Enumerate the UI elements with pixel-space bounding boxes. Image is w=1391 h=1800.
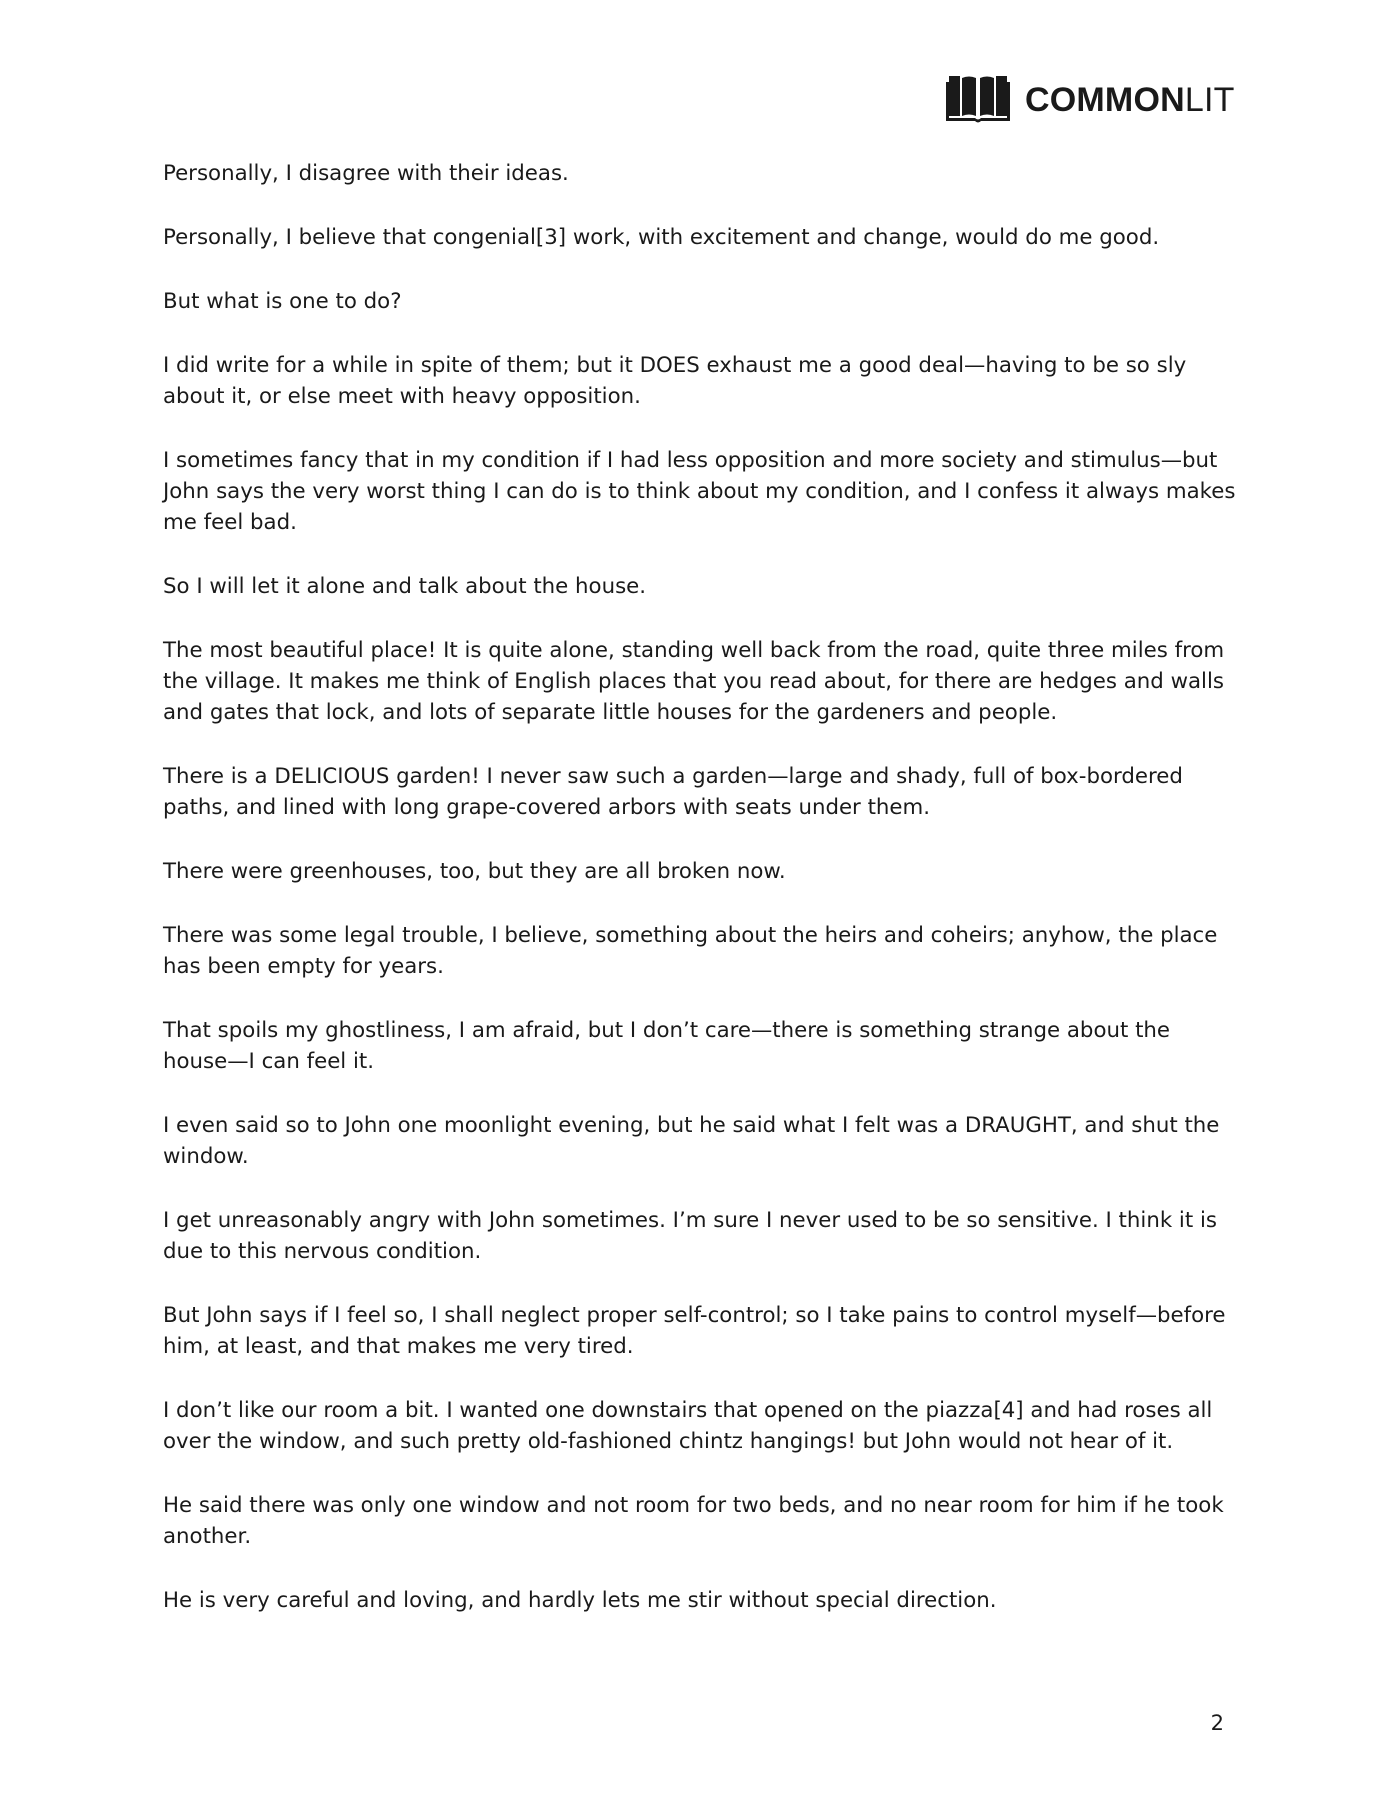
paragraph: But what is one to do? [163,289,402,314]
paragraph: That spoils my ghostliness, I am afraid, but I don’t care—there is something strange about the house—I can feel it. [163,1018,1171,1074]
paragraph: There was some legal trouble, I believe, something about the heirs and coheirs; anyhow, the place has been empty for years. [163,923,1218,979]
paragraph: So I will let it alone and talk about the house. [163,574,647,599]
open-book-icon [945,74,1011,126]
paragraph: But John says if I feel so, I shall neglect proper self-control; so I take pains to control myself—before him, at least, and that makes me very tired. [163,1303,1226,1359]
paragraph: I don’t like our room a bit. I wanted one downstairs that opened on the piazza[4] and had roses all over the window, and such pretty old-fashioned chintz hangings! but John would not hear of it. [163,1398,1213,1454]
paragraph: I even said so to John one moonlight evening, but he said what I felt was a DRAUGHT, and shut the window. [163,1113,1220,1169]
logo-text-light: LIT [1184,81,1235,119]
paragraph: There were greenhouses, too, but they are all broken now. [163,859,786,884]
paragraph: I sometimes fancy that in my condition if I had less opposition and more society and stimulus—but John says the very worst thing I can do is to think about my condition, and I confess it always makes me feel bad. [163,448,1236,535]
paragraph: I get unreasonably angry with John sometimes. I’m sure I never used to be so sensitive. I think it is due to this nervous condition. [163,1208,1217,1264]
paragraph: Personally, I believe that congenial[3] work, with excitement and change, would do me good. [163,225,1160,250]
paragraph: The most beautiful place! It is quite alone, standing well back from the road, quite three miles from the village. It makes me think of English places that you read about, for there are hedges and walls and gates that lock, and lots of separate little houses for the gardeners and people. [163,638,1225,725]
paragraph: Personally, I disagree with their ideas. [163,161,569,186]
paragraph: There is a DELICIOUS garden! I never saw such a garden—large and shady, full of box-bordered paths, and lined with long grape-covered arbors with seats under them. [163,764,1183,820]
paragraph: I did write for a while in spite of them; but it DOES exhaust me a good deal—having to be so sly about it, or else meet with heavy opposition. [163,353,1187,409]
story-text [163,158,1238,1649]
logo-wordmark [1025,83,1235,117]
logo-text-bold: COMMON [1025,81,1185,119]
page-number: 2 [1210,1711,1224,1735]
paragraph: He is very careful and loving, and hardly lets me stir without special direction. [163,1588,997,1613]
paragraph: He said there was only one window and not room for two beds, and no near room for him if he took another. [163,1493,1224,1549]
commonlit-logo [945,74,1235,126]
